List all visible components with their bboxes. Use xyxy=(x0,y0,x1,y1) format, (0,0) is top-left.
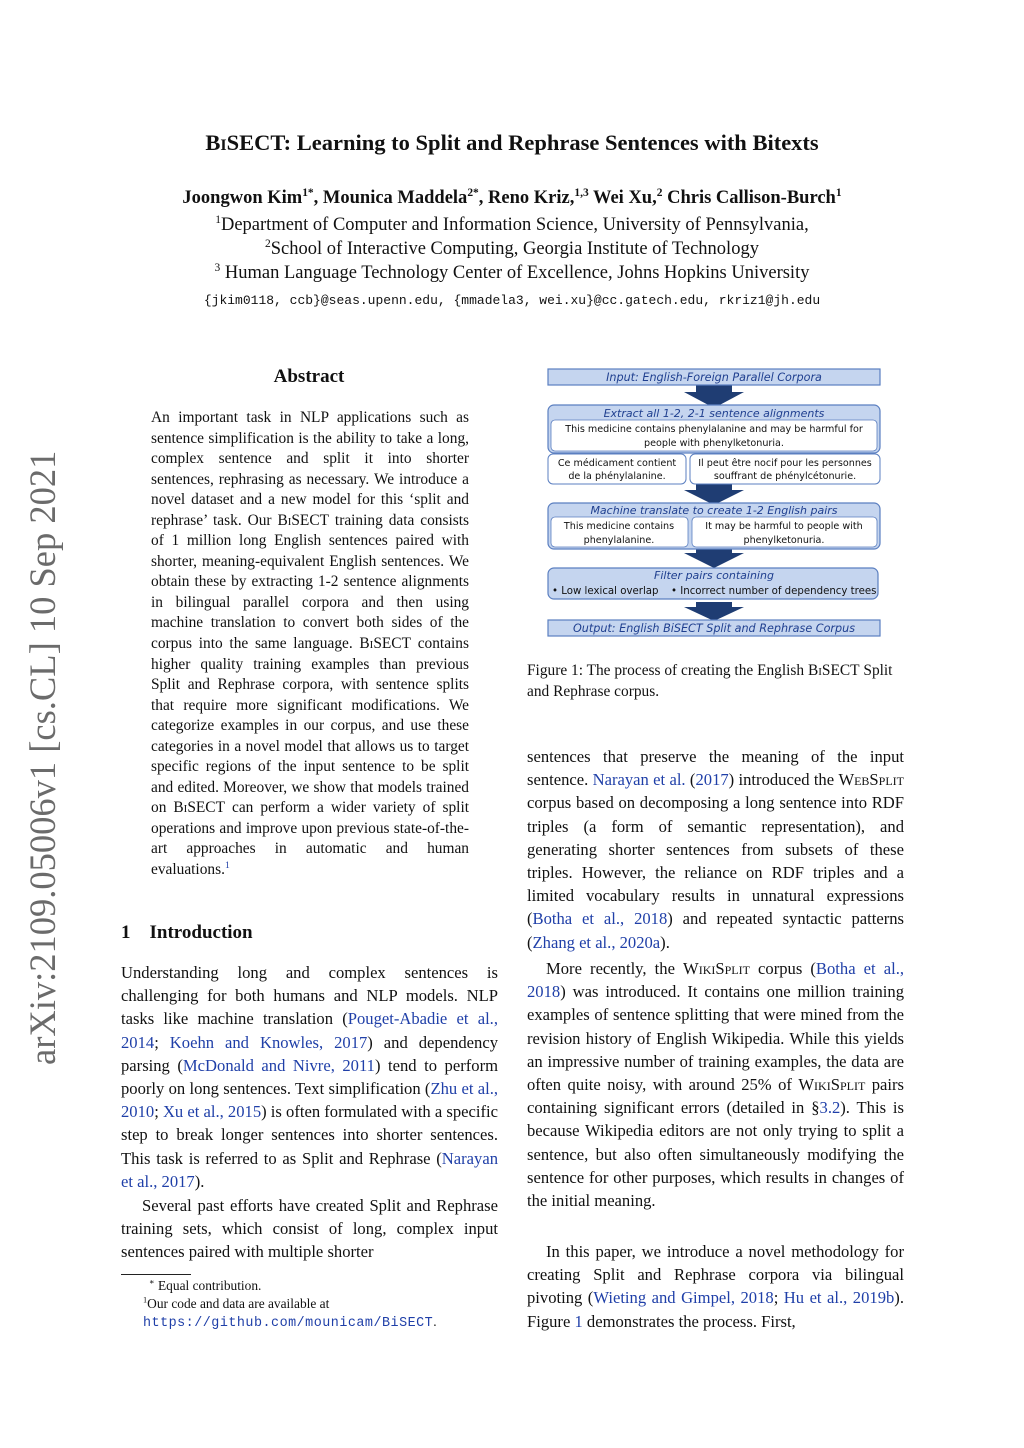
intro-paragraph: Several past efforts have created Split and Rephrase training sets, which consist of long, complex input sentences paired with multiple shorter xyxy=(121,1196,498,1262)
svg-text:Ce médicament contient: Ce médicament contient xyxy=(557,458,677,469)
flow-arrow xyxy=(684,547,744,568)
svg-text:It may be harmful to people wi: It may be harmful to people with xyxy=(705,521,863,532)
section-heading-introduction: 1 Introduction xyxy=(121,922,253,943)
filter-criterion: • Incorrect number of dependency trees xyxy=(671,586,877,597)
citation-link[interactable]: Zhang et al., 2020a xyxy=(532,932,661,952)
translate-box-title: Machine translate to create 1-2 English pairs xyxy=(590,504,838,517)
citation-link[interactable]: Hu et al., 2019b xyxy=(783,1288,895,1308)
abstract-heading: Abstract xyxy=(273,366,345,387)
extract-example: This medicine contains phenylalanine and may be harmful for xyxy=(565,424,863,435)
body-paragraph: sentences that preserve the meaning of the input sentence. Narayan et al. (2017) introduced the WebSplit corpus based on decomposing a long sentence into RDF triples (a form of semantic representation), and generating shorter sentences from subsets of these triples. However, the reliance on RDF triples and a limited vocabulary results in unnatural expressions (Botha et al., 2018) and repeated syntactic patterns (Zhang et al., 2020a). xyxy=(527,747,904,952)
intro-paragraph: Understanding long and complex sentences is challenging for both humans and NLP models. NLP tasks like machine translation (Pouget-Abadie et al., 2014; Koehn and Knowles, 2017) and dependency parsing (McDonald and Nivre, 2011) tend to perform poorly on long sentences. Text simplification (Zhu et al., 2010; Xu et al., 2015) is often formulated with a specific step to break longer sentences into shorter sentences. This task is referred to as Split and Rephrase (Narayan et al., 2017). xyxy=(121,963,499,1191)
extract-box-title: Extract all 1-2, 2-1 sentence alignments xyxy=(603,407,825,420)
body-paragraph: In this paper, we introduce a novel methodology for creating Split and Rephrase corpora via bilingual pivoting (Wieting and Gimpel, 2018; Hu et al., 2019b). Figure 1 demonstrates the process. First, xyxy=(527,1242,904,1331)
svg-text:This medicine contains: This medicine contains xyxy=(563,521,675,532)
citation-link[interactable]: Wieting and Gimpel, 2018 xyxy=(593,1288,774,1308)
code-url-link[interactable]: https://github.com/mounicam/BiSECT xyxy=(143,1316,434,1331)
author-name: Joongwon Kim xyxy=(182,188,303,208)
footnote-rule xyxy=(121,1274,191,1275)
footnote-ref[interactable]: 1 xyxy=(224,859,230,871)
flow-arrow xyxy=(684,384,744,408)
citation-link[interactable]: Narayan et al. xyxy=(592,770,686,790)
figure-caption: Figure 1: The process of creating the English BiSECT Split and Rephrase corpus. xyxy=(527,662,893,700)
footnotes: ∗ Equal contribution. $^1$Our code and data are available at https://github.com/mounicam/BiSECT. xyxy=(143,1277,437,1331)
citation-link[interactable]: 2017 xyxy=(695,770,729,790)
citation-link[interactable]: Koehn and Knowles, 2017 xyxy=(169,1032,368,1052)
author-name: Reno Kriz, xyxy=(488,188,575,208)
figure-1-flowchart xyxy=(546,366,882,642)
figure-ref-link[interactable]: 1 xyxy=(574,1311,583,1331)
arxiv-sidebar-stamp: arXiv:2109.05006v1 [cs.CL] 10 Sep 2021 xyxy=(22,450,63,1065)
citation-link[interactable]: Narayan et al., 2017 xyxy=(121,1148,498,1191)
affiliation: $^3$ Human Language Technology Center of Excellence, Johns Hopkins University xyxy=(214,261,810,283)
body-paragraph: More recently, the WikiSplit corpus (Botha et al., 2018) was introduced. It contains one million training examples of sentence splitting that were mined from the revision history of English Wikipedia. While this yields an impressive number of training examples, the data are often quite noisy, with around 25% of WikiSplit pairs containing significant errors (detailed in §3.2). This is because Wikipedia editors are not only trying to split a sentence, but also often simultaneously modifying the sentence for other purposes, which results in changes of the initial meaning. xyxy=(527,959,905,1211)
author-name: Chris Callison-Burch xyxy=(667,188,836,208)
paper-title: BiSECT: Learning to Split and Rephrase Sentences with Bitexts xyxy=(205,130,819,155)
abstract-text: An important task in NLP applications such as sentence simplification is the ability to take a long, complex sentence and split it into shorter sentences, rephrasing as necessary. We introduce a novel dataset and a new model for this ‘split and rephrase’ task. Our BiSECT training data consists of 1 million long English sentences paired with shorter, meaning-equivalent English sentences. We obtain these by extracting 1-2 sentence alignments in bilingual parallel corpora and then using machine translation to convert both sides of the corpus into the same language. BiSECT contains higher quality training examples than previous Split and Rephrase corpora, with sentence splits that require more significant modifications. We categorize examples in our corpus, and use these categories in a novel model that allows us to target specific regions of the input sentence to be split and edited. Moreover, we show that models trained on BiSECT can perform a wider variety of split operations and improve upon previous state-of-the-art approaches in automatic and human evaluations.$^1$ xyxy=(151,409,469,879)
affiliation: $^1$Department of Computer and Information Science, University of Pennsylvania, xyxy=(215,213,809,235)
citation-link[interactable]: McDonald and Nivre, 2011 xyxy=(182,1055,375,1075)
svg-text:phenylalanine.: phenylalanine. xyxy=(583,535,655,546)
author-list: Joongwon Kim$^{1*}$, Mounica Maddela$^{2*}$, Reno Kriz,$^{1,3}$ Wei Xu,$^2$ Chris Callison-Burch$^1$ xyxy=(182,186,842,208)
affiliation: $^2$School of Interactive Computing, Georgia Institute of Technology xyxy=(265,237,759,259)
extract-example: people with phenylketonuria. xyxy=(644,438,784,449)
output-box-label: Output: English BiSECT Split and Rephrase Corpus xyxy=(572,622,856,635)
citation-link[interactable]: Botha et al., 2018 xyxy=(527,959,905,1002)
citation-link[interactable]: Pouget-Abadie et al., 2014 xyxy=(121,1009,498,1052)
author-emails: {jkim0118, ccb}@seas.upenn.edu, {mmadela3, wei.xu}@cc.gatech.edu, rkriz1@jh.edu xyxy=(203,293,821,308)
citation-link[interactable]: Botha et al., 2018 xyxy=(532,909,668,929)
filter-box-title: Filter pairs containing xyxy=(654,569,774,582)
flow-arrow xyxy=(684,602,744,621)
filter-criterion: • Low lexical overlap xyxy=(552,586,659,597)
citation-link[interactable]: Zhu et al., 2010 xyxy=(121,1079,499,1122)
flow-arrow xyxy=(684,484,744,505)
section-ref-link[interactable]: 3.2 xyxy=(819,1098,841,1118)
input-box-label: Input: English-Foreign Parallel Corpora xyxy=(606,371,822,384)
author-name: Mounica Maddela xyxy=(322,188,468,208)
svg-text:de la phénylalanine.: de la phénylalanine. xyxy=(568,471,666,482)
svg-text:Il peut être nocif pour les pe: Il peut être nocif pour les personnes xyxy=(698,458,872,469)
author-name: Wei Xu, xyxy=(592,188,657,208)
svg-text:phenylketonuria.: phenylketonuria. xyxy=(743,535,825,546)
svg-text:souffrant de phénylcétonurie.: souffrant de phénylcétonurie. xyxy=(713,471,857,482)
citation-link[interactable]: Xu et al., 2015 xyxy=(162,1102,262,1122)
